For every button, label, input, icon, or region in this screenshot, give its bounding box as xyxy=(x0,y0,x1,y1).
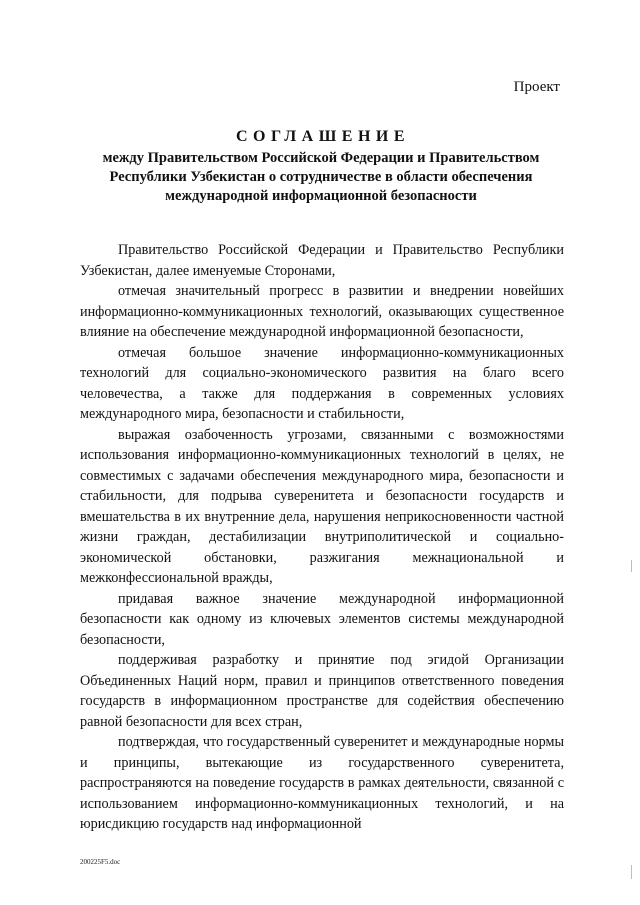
draft-stamp: Проект xyxy=(513,79,560,95)
scan-edge-mark xyxy=(631,560,632,572)
paragraph-confirmation: подтверждая, что государственный суверенитет и международные нормы и принципы, вытекающие из государственного суверенитета, распространяются на поведение государств в рамках деятельности, связанной с использованием информационно-коммуникационных технологий, и на юрисдикцию государств над информационной xyxy=(80,734,564,832)
document-subtitle: между Правительством Российской Федерации и Правительством Республики Узбекистан о сотрудничестве в области обеспечения международной информационной безопасности xyxy=(102,150,540,205)
document-body xyxy=(80,240,564,835)
paragraph-parties: Правительство Российской Федерации и Правительство Республики Узбекистан, далее именуемые Сторонами, xyxy=(80,242,564,279)
paragraph-support: поддерживая разработку и принятие под эгидой Организации Объединенных Наций норм, правил и принципов ответственного поведения государств в информационном пространстве для содействия обеспечению равной безопасности для всех стран, xyxy=(80,652,564,730)
paragraph-significance: придавая важное значение международной информационной безопасности как одному из ключевых элементов системы международной безопасности, xyxy=(80,590,564,648)
document-title: СОГЛАШЕНИЕ xyxy=(235,128,411,145)
paragraph-concern: выражая озабоченность угрозами, связанными с возможностями использования информационно-коммуникационных технологий в целях, не совместимых с задачами обеспечения международного мира, безопасности и стабильности, для подрыва суверенитета и безопасности государств и вмешательства в их внутренние дела, нарушения неприкосновенности частной жизни граждан, дестабилизации внутриполитической и социально-экономической обстановки, разжигания межнациональной и межконфессиональной вражды, xyxy=(80,426,564,586)
paragraph-importance: отмечая большое значение информационно-коммуникационных технологий для социально-экономического развития на благо всего человечества, а также для поддержания в современных условиях международного мира, безопасности и стабильности, xyxy=(80,344,564,422)
footer-filename: 200225F5.doc xyxy=(80,858,121,866)
scan-edge-mark xyxy=(631,865,632,879)
paragraph-progress: отмечая значительный прогресс в развитии и внедрении новейших информационно-коммуникационных технологий, оказывающих существенное влияние на обеспечение международной информационной безопасности, xyxy=(80,283,564,340)
